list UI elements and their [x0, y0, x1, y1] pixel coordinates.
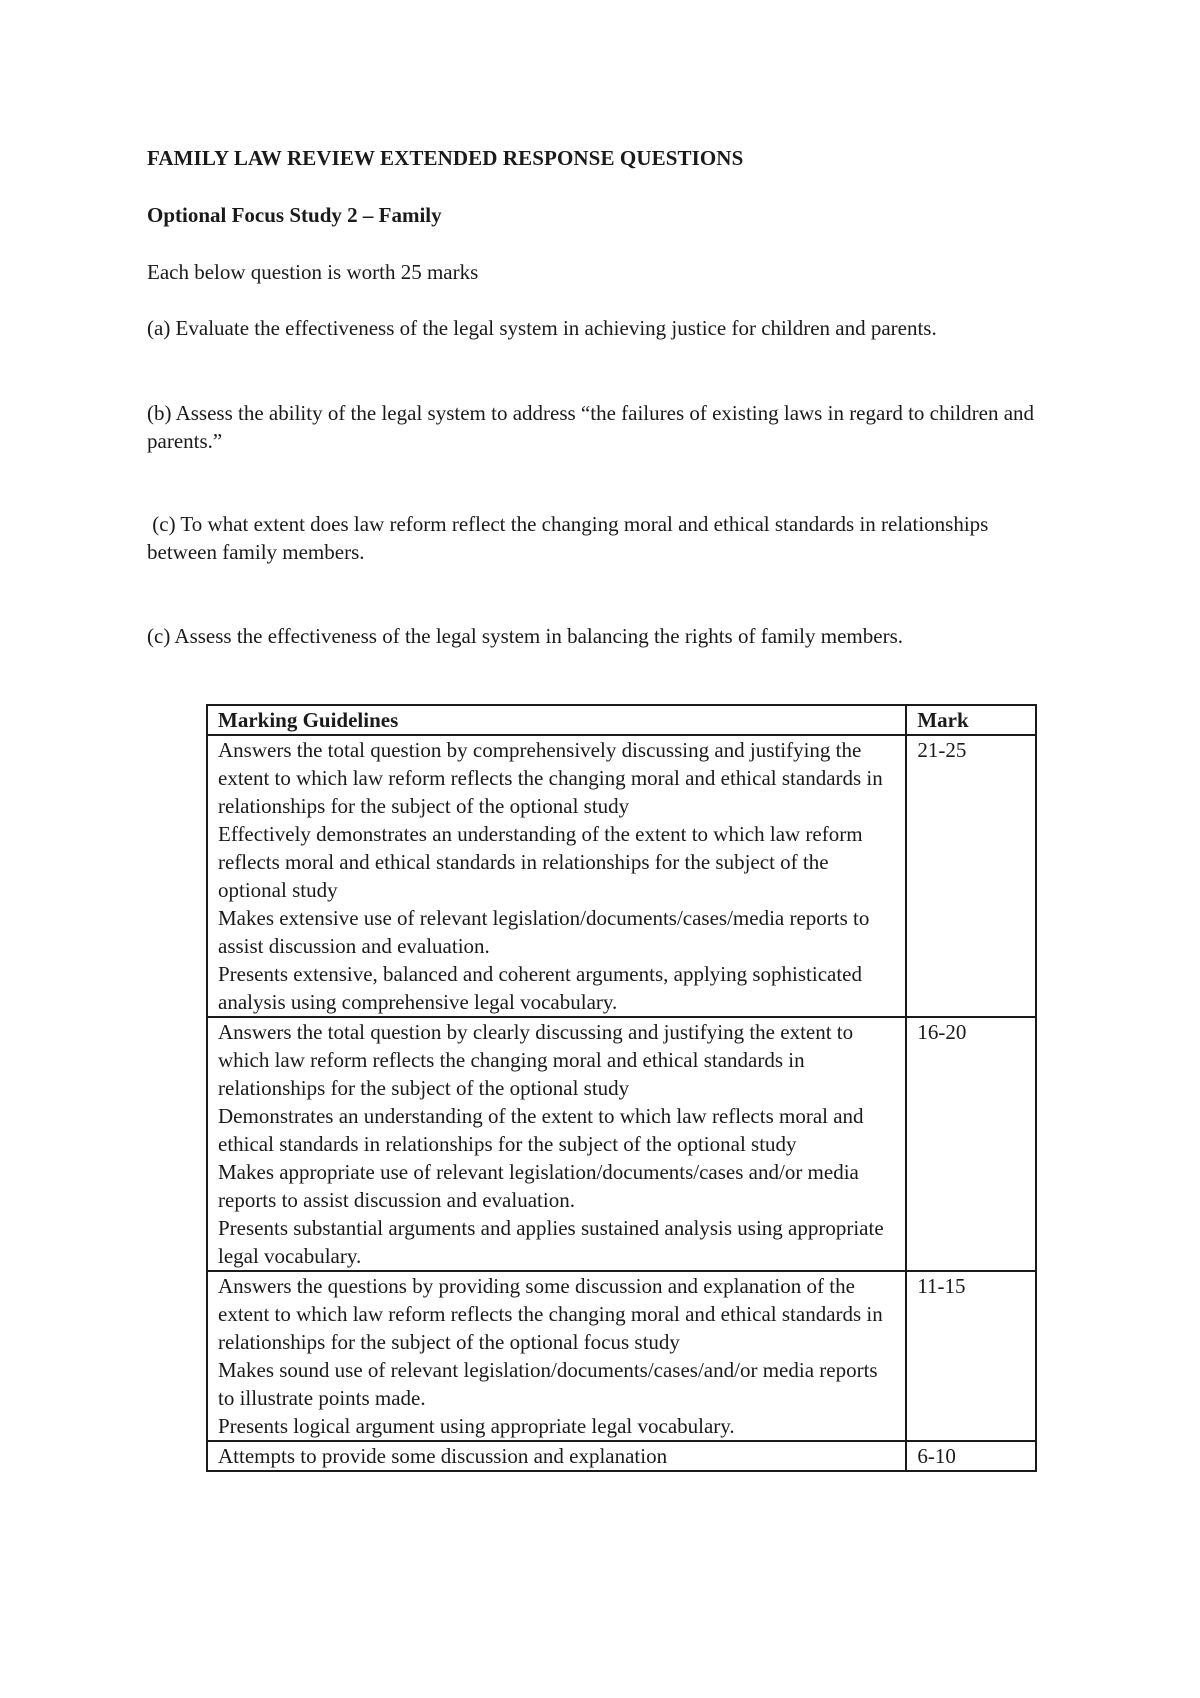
guideline-line: Presents substantial arguments and applies sustained analysis using appropriate legal vocabulary.: [218, 1216, 884, 1268]
question-c-law-reform: (c) To what extent does law reform reflect the changing moral and ethical standards in relationships between family members.: [147, 512, 994, 564]
marks-note: Each below question is worth 25 marks: [147, 260, 479, 284]
guideline-cell: [207, 735, 906, 1017]
question-a: (a) Evaluate the effectiveness of the legal system in achieving justice for children and parents.: [147, 316, 937, 340]
mark-cell: 21-25: [906, 735, 1036, 1017]
mark-cell: 6-10: [906, 1441, 1036, 1471]
document-title: FAMILY LAW REVIEW EXTENDED RESPONSE QUESTIONS: [147, 146, 744, 170]
table-row: [207, 1017, 1036, 1271]
header-mark: Mark: [906, 705, 1036, 735]
table-row: [207, 1271, 1036, 1441]
guideline-line: Makes extensive use of relevant legislation/documents/cases/media reports to assist discussion and evaluation.: [218, 906, 870, 958]
guideline-line: Presents logical argument using appropriate legal vocabulary.: [218, 1414, 735, 1438]
guideline-line: Makes appropriate use of relevant legislation/documents/cases and/or media reports to assist discussion and evaluation.: [218, 1160, 859, 1212]
table-row: [207, 1441, 1036, 1471]
table-header-row: [207, 705, 1036, 735]
mark-cell: 16-20: [906, 1017, 1036, 1271]
header-marking-guidelines: Marking Guidelines: [207, 705, 906, 735]
guideline-line: Answers the questions by providing some discussion and explanation of the extent to which law reform reflects the changing moral and ethical standards in relationships for the subject of the optional focus study: [218, 1274, 883, 1354]
document-subtitle: Optional Focus Study 2 – Family: [147, 203, 442, 227]
question-c-balancing-rights: (c) Assess the effectiveness of the legal system in balancing the rights of family members.: [147, 624, 903, 648]
guideline-cell: [207, 1441, 906, 1471]
mark-cell: 11-15: [906, 1271, 1036, 1441]
guideline-cell: [207, 1017, 906, 1271]
table-row: [207, 735, 1036, 1017]
guideline-line: Effectively demonstrates an understanding of the extent to which law reform reflects moral and ethical standards in relationships for the subject of the optional study: [218, 822, 863, 902]
guideline-line: Presents extensive, balanced and coherent arguments, applying sophisticated analysis using comprehensive legal vocabulary.: [218, 962, 863, 1014]
guideline-line: Answers the total question by comprehensively discussing and justifying the extent to which law reform reflects the changing moral and ethical standards in relationships for the subject of the optional study: [218, 738, 883, 818]
guideline-line: Attempts to provide some discussion and explanation: [218, 1444, 668, 1468]
guideline-line: Answers the total question by clearly discussing and justifying the extent to which law reform reflects the changing moral and ethical standards in relationships for the subject of the optional study: [218, 1020, 854, 1100]
question-b: (b) Assess the ability of the legal system to address “the failures of existing laws in regard to children and parents.”: [147, 401, 1035, 453]
guideline-line: Demonstrates an understanding of the extent to which law reflects moral and ethical standards in relationships for the subject of the optional study: [218, 1104, 864, 1156]
marking-guidelines-table: [206, 704, 1037, 1472]
guideline-cell: [207, 1271, 906, 1441]
guideline-line: Makes sound use of relevant legislation/documents/cases/and/or media reports to illustrate points made.: [218, 1358, 878, 1410]
